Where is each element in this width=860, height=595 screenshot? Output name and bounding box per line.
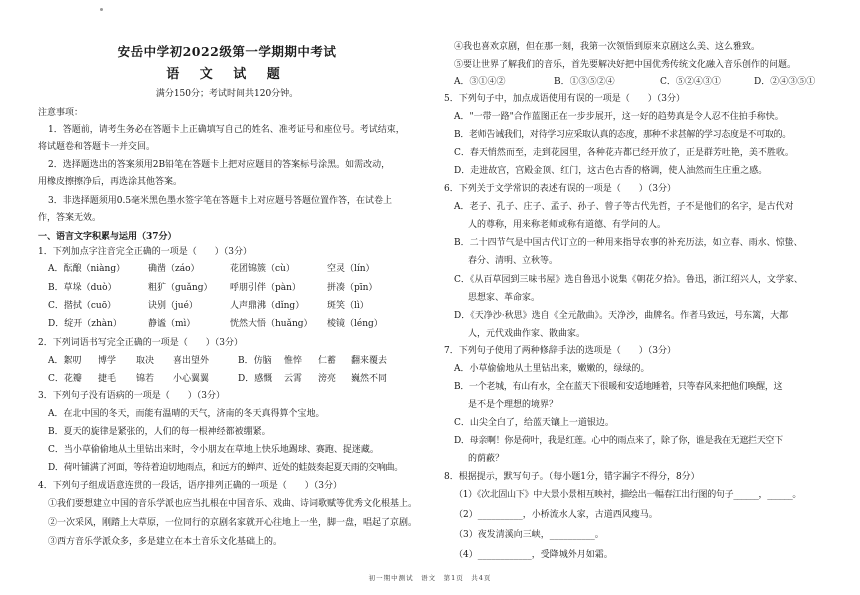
q7-option-b-line1: B．一个老城，有山有水，全在蓝天下很暖和安适地睡着，只等春风来把他们唤醒，这 [454,382,783,392]
note-1a: 1．答题前，请考生务必在答题卡上正确填写自己的姓名、准考证号和座位号。考试结束， [48,125,405,135]
q6-option-b-line1: B．二十四节气是中国古代订立的一种用来指导农事的补充历法，如立春、雨水、惊蛰、 [454,238,803,248]
section-1-heading: 一、语言文字积累与运用（37分） [38,232,177,242]
q3-stem: 3．下列句子没有语病的一项是（ ）（3分） [38,391,225,401]
q3-option-a: A．在北中国的冬天，而能有温晴的天气，济南的冬天真得算个宝地。 [48,409,325,419]
q6-option-d-line1: D．《天净沙·秋思》选自《全元散曲》。天净沙，曲牌名。作者马致远，号东篱，大都 [454,311,789,321]
q6-option-d-line2: 人，元代戏曲作家、散曲家。 [468,329,586,339]
q1-stem: 1．下列加点字注音完全正确的一项是（ ）（3分） [38,247,252,257]
q3-option-b: B．夏天的旋律是紧张的，人们的每一根神经都被绷紧。 [48,427,271,437]
q8-line-1: （1）《次北固山下》中大景小景相互映衬，描绘出一幅春江出行图的句子______，______。 [454,490,802,500]
q7-stem: 7．下列句子使用了两种修辞手法的选项是（ ）（3分） [444,346,676,356]
q7-option-b-line2: 是不是个理想的境界？ [468,400,559,410]
q7-option-a: A．小草偷偷地从土里钻出来，嫩嫩的，绿绿的。 [454,364,650,374]
q4-sentence-5: ⑤要让世界了解我们的音乐，首先要解决好把中国优秀传统文化融入音乐创作的问题。 [454,60,797,70]
q8-line-4: （4）____________，受降城外月如霜。 [454,550,613,560]
notes-label: 注意事项： [38,108,84,118]
q3-option-d: D．荷叶铺满了河面，等待着迫切地雨点，和远方的蝉声、近处的蛙鼓奏起夏天雨的交响曲。 [48,463,403,473]
scan-dot [100,8,103,11]
page-footer: 初一期中测试 语文 第1页 共4页 [368,574,492,582]
q6-option-b-line2: 春分、清明、立秋等。 [468,256,559,266]
q7-option-d-line1: D．母亲啊！你是荷叶，我是红莲。心中的雨点来了，除了你，谁是我在无遮拦天空下 [454,436,783,446]
q7-option-d-line2: 的荫蔽？ [468,454,505,464]
note-2b: 用橡皮擦擦净后，再选涂其他答案。 [38,177,183,187]
q5-stem: 5．下列句子中，加点成语使用有误的一项是（ ）（3分） [444,94,685,104]
q4-sentence-1: ①我们要想建立中国的音乐学派也应当扎根在中国音乐、戏曲、诗词歌赋等优秀文化根基上。 [48,499,418,509]
q6-option-a-line2: 人的尊称，用来称老师或称有道德、有学问的人。 [468,220,667,230]
exam-page: 安岳中学初2022级第一学期期中考试 语 文 试 题 满分150分；考试时间共120分钟。 注意事项： 1．答题前，请考生务必在答题卡上正确填写自己的姓名、准考证号和座位号。考试结束， 将试题卷和答题卡一并交回。 2．选择题选出的答案须用2B铅笔在答题卡上把对应题目的答案标号涂黑。如需改动， 用橡皮擦擦净后，再选涂其他答案。 3．非选择题须用0.5毫米黑色墨水签字笔在答题卡上对应题号答题位置作答，在试卷上 作，答案无效。 一、语言文字积累与运用（37分） 1．下列加点字注音完全正确的一项是（ ）（3分） A．酝酿（niàng） 确凿（záo） 花团锦簇（cù） 空灵（lín） B．草垛（duò） 粗犷（guǎng） 呼朋引伴（pàn） 拼凑（pīn） C．揩拭（cuō） 诀别（jué） 人声鼎沸（dǐng） 斑笑（lì） D．绽开（zhàn） 静谧（mì） 恍然大悟（huǎng） 棱镜（léng） 2．下列词语书写完全正确的一项是（ ）（3分） A．絮叨 博学 取决 喜出望外 B．仿脑 惟悴 仁蓄 翻来覆去 C．花瓣 捷毛 锦若 小心翼翼 D．感慨 云霄 滂亮 巍然不同 3．下列句子没有语病的一项是（ ）（3分） A．在北中国的冬天，而能有温晴的天气，济南的冬天真得算个宝地。 B．夏天的旋律是紧张的，人们的每一根神经都被绷紧。 C．当小草偷偷地从土里钻出来时，令小朋友在草地上快乐地踢球、赛跑、捉迷藏。 D．荷叶铺满了河面，等待着迫切地雨点，和远方的蝉声、近处的蛙鼓奏起夏天雨的交响曲。 4．下列句子组成语意连贯的一段话，语序排列正确的一项是（ ）（3分） ①我们要想建立中国的音乐学派也应当扎根在中国音乐、戏曲、诗词歌赋等优秀文化根基上。 ②一次采风，刚踏上大草原，一位同行的京剧名家就开心往地上一坐，脚一盘，唱起了京剧。 ③西方音乐学派众多，多是建立在本土音乐文化基础上的。 ④我也喜欢京剧，但在那一刻，我第一次领悟到原来京剧这么美、这么雅致。 ⑤要让世界了解我们的音乐，首先要解决好把中国优秀传统文化融入音乐创作的问题。 A．③①④② B．①③⑤②④ C．⑤②④③① D．②④③⑤① 5．下列句子中，加点成语使用有误的一项是（ ）（3分） A．"一带一路"合作蓝图正在一步步展开，这一好的趋势真是令人忍不住拍手称快。 B．老师告诫我们，对待学习应采取认真的态度，那种不求甚解的学习态度是不可取的。 C．春天悄然而至，走到花园里，各种花卉都已经开放了，正是群芳吐艳，美不胜收。 D．走进故宫，宫殿金顶、红门，这古色古香的格调，使人油然而生庄重之感。 6．下列关于文学常识的表述有误的一项是（ ）（3分） A．老子、孔子、庄子、孟子、孙子、曾子等古代先哲，子不是他们的名字，是古代对 人的尊称，用来称老师或称有道德、有学问的人。 B．二十四节气是中国古代订立的一种用来指导农事的补充历法，如立春、雨水、惊蛰、 春分、清明、立秋等。 C．《从百草园到三味书屋》选自鲁迅小说集《朝花夕拾》。鲁迅，浙江绍兴人，文学家、 思想家、革命家。 D．《天净沙·秋思》选自《全元散曲》。天净沙，曲牌名。作者马致远，号东篱，大都 人，元代戏曲作家、散曲家。 7．下列句子使用了两种修辞手法的选项是（ ）（3分） A．小草偷偷地从土里钻出来，嫩嫩的，绿绿的。 B．一个老城，有山有水，全在蓝天下很暖和安适地睡着，只等春风来把他们唤醒，这 是不是个理想的境界？ C．山尖全白了，给蓝天镶上一道银边。 D．母亲啊！你是荷叶，我是红莲。心中的雨点来了，除了你，谁是我在无遮拦天空下 的荫蔽？ 8．根据提示，默写句子。（每小题1分，错字漏字不得分，8分） （1）《次北固山下》中大景小景相互映衬，描绘出一幅春江出行图的句子______，______。 （2）__________，小桥流水人家，古道西风瘦马。 （3）夜发清溪向三峡，__________。 （4）____________，受降城外月如霜。 初一期中测试 语文 第1页 共4页 [0,0,860,595]
q7-option-c: C．山尖全白了，给蓝天镶上一道银边。 [454,418,614,428]
q5-option-a: A．"一带一路"合作蓝图正在一步步展开，这一好的趋势真是令人忍不住拍手称快。 [454,112,784,122]
q5-option-b: B．老师告诫我们，对待学习应采取认真的态度，那种不求甚解的学习态度是不可取的。 [454,130,791,140]
q2-stem: 2．下列词语书写完全正确的一项是（ ）（3分） [38,338,243,348]
q5-option-c: C．春天悄然而至，走到花园里，各种花卉都已经开放了，正是群芳吐艳，美不胜收。 [454,148,794,158]
note-3a: 3．非选择题须用0.5毫米黑色墨水签字笔在答题卡上对应题号答题位置作答，在试卷上 [48,196,393,206]
q4-sentence-2: ②一次采风，刚踏上大草原，一位同行的京剧名家就开心往地上一坐，脚一盘，唱起了京剧。 [48,518,418,528]
q4-sentence-3: ③西方音乐学派众多，多是建立在本土音乐文化基础上的。 [48,537,283,547]
q6-stem: 6．下列关于文学常识的表述有误的一项是（ ）（3分） [444,184,676,194]
q3-option-c: C．当小草偷偷地从土里钻出来时，令小朋友在草地上快乐地踢球、赛跑、捉迷藏。 [48,445,379,455]
note-2a: 2．选择题选出的答案须用2B铅笔在答题卡上把对应题目的答案标号涂黑。如需改动， [48,160,391,170]
q4-stem: 4．下列句子组成语意连贯的一段话，语序排列正确的一项是（ ）（3分） [38,481,342,491]
q6-option-c-line2: 思想家、革命家。 [468,293,541,303]
q6-option-a-line1: A．老子、孔子、庄子、孟子、孙子、曾子等古代先哲，子不是他们的名字，是古代对 [454,202,794,212]
q8-stem: 8．根据提示，默写句子。（每小题1分，错字漏字不得分，8分） [444,472,700,482]
note-1b: 将试题卷和答题卡一并交回。 [38,142,156,152]
q8-line-2: （2）__________，小桥流水人家，古道西风瘦马。 [454,510,658,520]
note-3b: 作，答案无效。 [38,213,102,223]
q6-option-c-line1: C．《从百草园到三味书屋》选自鲁迅小说集《朝花夕拾》。鲁迅，浙江绍兴人，文学家、 [454,275,803,285]
q4-sentence-4: ④我也喜欢京剧，但在那一刻，我第一次领悟到原来京剧这么美、这么雅致。 [454,42,761,52]
score-info: 满分150分；考试时间共120分钟。 [155,89,299,99]
q8-line-3: （3）夜发清溪向三峡，__________。 [454,530,604,540]
subject-title: 语 文 试 题 [166,67,288,82]
exam-title: 安岳中学初2022级第一学期期中考试 [117,44,337,59]
q5-option-d: D．走进故宫，宫殿金顶、红门，这古色古香的格调，使人油然而生庄重之感。 [454,166,768,176]
